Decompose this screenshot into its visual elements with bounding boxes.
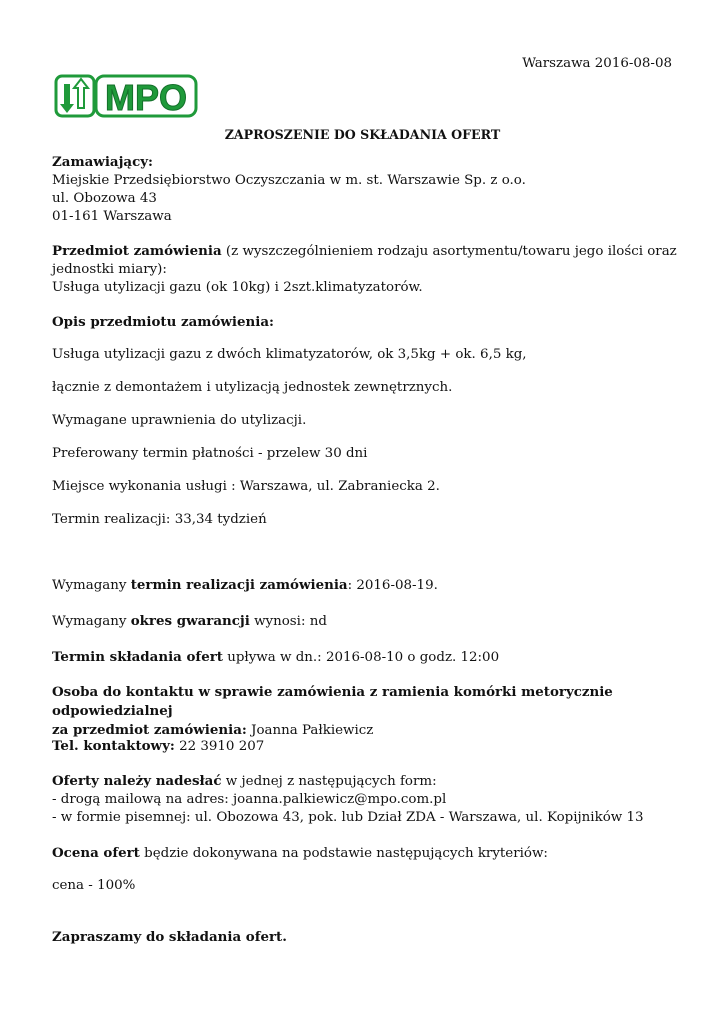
description-line: Wymagane uprawnienia do utylizacji.: [52, 413, 307, 428]
offers-intro-line: Oferty należy nadesłać w jednej z następujących form:: [52, 773, 437, 789]
buyer-section: [52, 153, 682, 226]
description-line: Preferowany termin płatności - przelew 30 dni: [52, 446, 368, 461]
evaluation-line: Ocena ofert będzie dokonywana na podstawie następujących kryteriów:: [52, 845, 548, 861]
buyer-street: ul. Obozowa 43: [52, 191, 157, 206]
document-date: Warszawa 2016-08-08: [522, 56, 672, 71]
phone-line: [52, 737, 682, 756]
subject-note-continued: jednostki miary):: [52, 262, 167, 277]
warranty-line: Wymagany okres gwarancji wynosi: nd: [52, 613, 327, 629]
contact-label-line: Osoba do kontaktu w sprawie zamówienia z ramienia komórki metorycznie odpowiedzialnej: [52, 684, 613, 719]
description-line: łącznie z demontażem i utylizacją jednostek zewnętrznych.: [52, 380, 453, 395]
offers-post-line: - w formie pisemnej: ul. Obozowa 43, pok. lub Dział ZDA - Warszawa, ul. Kopijników 13: [52, 810, 644, 825]
phone-label: Tel. kontaktowy:: [52, 738, 175, 754]
deadline-value: : 2016-08-19.: [347, 578, 438, 593]
submission-value: upływa w dn.: 2016-08-10 o godz. 12:00: [222, 650, 500, 665]
contact-name: Joanna Pałkiewicz: [246, 723, 374, 738]
evaluation-label: Ocena ofert: [52, 845, 140, 861]
warranty-value: wynosi: nd: [249, 614, 327, 629]
phone-value: 22 3910 207: [174, 739, 265, 754]
subject-note: (z wyszczególnieniem rodzaju asortymentu/towaru jego ilości oraz: [221, 244, 677, 259]
submission-line: [52, 648, 682, 667]
subject-heading: Przedmiot zamówienia: [52, 243, 222, 259]
description-heading: Opis przedmiotu zamówienia:: [52, 314, 274, 330]
closing-line: Zapraszamy do składania ofert.: [52, 929, 287, 945]
buyer-heading: Zamawiający:: [52, 154, 153, 170]
document-title: ZAPROSZENIE DO SKŁADANIA OFERT: [224, 127, 501, 142]
contact-section: [52, 683, 692, 740]
submission-label: Termin składania ofert: [52, 649, 223, 665]
buyer-name: Miejskie Przedsiębiorstwo Oczyszczania w m. st. Warszawie Sp. z o.o.: [52, 173, 526, 188]
description-line: Usługa utylizacji gazu z dwóch klimatyzatorów, ok 3,5kg + ok. 6,5 kg,: [52, 347, 527, 362]
offers-label: Oferty należy nadesłać: [52, 773, 222, 789]
mpo-logo-graphic: [54, 72, 198, 120]
description-line: Termin realizacji: 33,34 tydzień: [52, 512, 267, 527]
buyer-city: 01-161 Warszawa: [52, 209, 172, 224]
subject-heading-line: [52, 242, 682, 261]
deadline-label: termin realizacji zamówienia: [130, 577, 348, 593]
mpo-logo: [54, 72, 198, 120]
description-line: Miejsce wykonania usługi : Warszawa, ul. Zabraniecka 2.: [52, 479, 440, 494]
contact-name-line: za przedmiot zamówienia: Joanna Pałkiewicz: [52, 722, 374, 738]
offers-section: [52, 772, 692, 827]
subject-value: Usługa utylizacji gazu (ok 10kg) i 2szt.klimatyzatorów.: [52, 280, 423, 295]
svg-text:MPO: MPO: [104, 77, 188, 118]
offers-email-line: - drogą mailową na adres: joanna.palkiewicz@mpo.com.pl: [52, 792, 447, 807]
deadline-line: Wymagany termin realizacji zamówienia: 2016-08-19.: [52, 577, 438, 593]
warranty-label: okres gwarancji: [130, 613, 250, 629]
subject-section: [52, 242, 682, 297]
evaluation-criterion: cena - 100%: [52, 878, 136, 893]
